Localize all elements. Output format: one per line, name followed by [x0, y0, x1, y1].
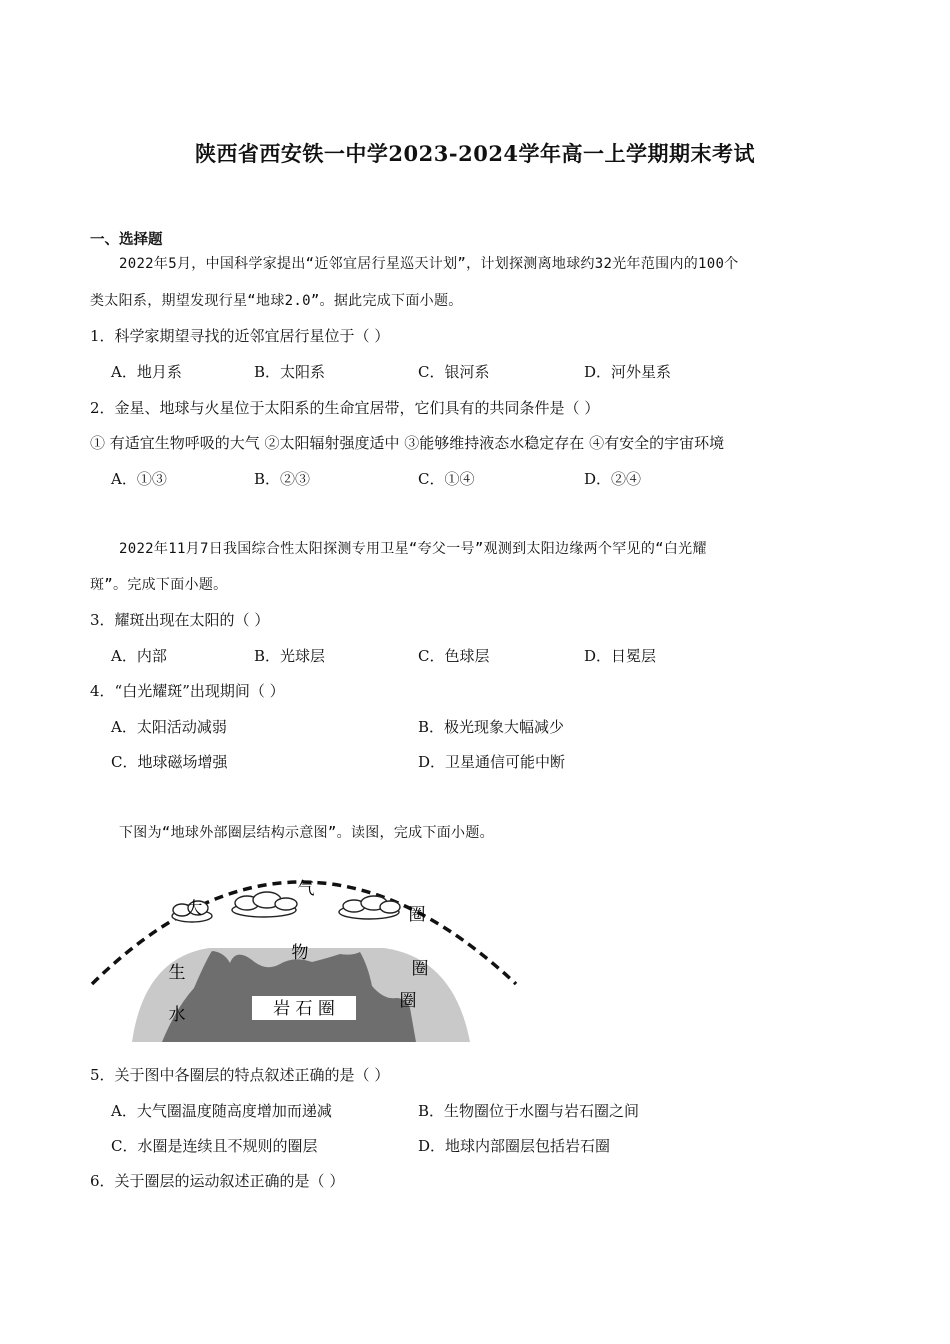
question-5-option-a[interactable]: A．大气圈温度随高度增加而递减 [111, 1102, 332, 1120]
question-1-option-d[interactable]: D．河外星系 [584, 363, 672, 381]
intro-1-line-2: 类太阳系，期望发现行星“地球2.0”。据此完成下面小题。 [90, 293, 463, 309]
question-3-option-d[interactable]: D．日冕层 [584, 647, 657, 665]
question-5-option-d[interactable]: D．地球内部圈层包括岩石圈 [418, 1137, 611, 1155]
page-title: 陕西省西安铁一中学2023-2024学年高一上学期期末考试 [194, 141, 756, 166]
question-3-option-c[interactable]: C．色球层 [418, 647, 490, 665]
question-5-stem: 5．关于图中各圈层的特点叙述正确的是（ ） [90, 1066, 390, 1084]
cloud-2 [232, 892, 297, 917]
question-2-conditions: ① 有适宜生物呼吸的大气 ②太阳辐射强度适中 ③能够维持液态水稳定存在 ④有安全的宇宙环境 [90, 434, 725, 452]
label-quan-atmosphere: 圈 [408, 905, 426, 925]
intro-1-line-1: 2022年5月，中国科学家提出“近邻宜居行星巡天计划”，计划探测离地球约32光年范围内的100个 [119, 256, 739, 272]
question-4-option-d[interactable]: D．卫星通信可能中断 [418, 753, 566, 771]
section-heading: 一、选择题 [90, 232, 163, 248]
intro-2-line-1: 2022年11月7日我国综合性太阳探测专用卫星“夸父一号”观测到太阳边缘两个罕见的“白光耀 [119, 541, 707, 557]
question-1-stem: 1．科学家期望寻找的近邻宜居行星位于（ ） [90, 327, 390, 345]
question-5-option-b[interactable]: B．生物圈位于水圈与岩石圈之间 [418, 1102, 640, 1120]
question-5-option-c[interactable]: C．水圈是连续且不规则的圈层 [111, 1137, 318, 1155]
question-3-option-b[interactable]: B．光球层 [254, 647, 326, 665]
question-2-stem: 2．金星、地球与火星位于太阳系的生命宜居带，它们具有的共同条件是（ ） [90, 399, 600, 417]
question-4-option-c[interactable]: C．地球磁场增强 [111, 753, 228, 771]
question-4-option-b[interactable]: B．极光现象大幅减少 [418, 718, 565, 736]
question-2-option-d[interactable]: D．②④ [584, 470, 642, 488]
question-1-option-c[interactable]: C．银河系 [418, 363, 490, 381]
label-rock: 岩 石 圈 [273, 999, 335, 1019]
question-1-option-b[interactable]: B．太阳系 [254, 363, 326, 381]
label-qi: 气 [297, 879, 315, 899]
intro-2-line-2: 斑”。完成下面小题。 [90, 577, 228, 593]
question-1-option-a[interactable]: A．地月系 [111, 363, 182, 381]
label-quan-biosphere: 圈 [411, 959, 429, 979]
question-2-option-c[interactable]: C．①④ [418, 470, 475, 488]
question-4-option-a[interactable]: A．太阳活动减弱 [111, 718, 227, 736]
question-4-stem: 4．“白光耀斑”出现期间（ ） [90, 682, 285, 700]
question-2-option-a[interactable]: A．①③ [111, 470, 167, 488]
question-3-stem: 3．耀斑出现在太阳的（ ） [90, 611, 270, 629]
label-shui: 水 [168, 1005, 186, 1025]
label-wu: 物 [291, 943, 309, 963]
earth-spheres-diagram [84, 848, 524, 1048]
intro-3: 下图为“地球外部圈层结构示意图”。读图，完成下面小题。 [119, 825, 494, 841]
question-3-option-a[interactable]: A．内部 [111, 647, 167, 665]
question-2-option-b[interactable]: B．②③ [254, 470, 311, 488]
label-da: 大 [185, 899, 203, 919]
label-sheng: 生 [168, 963, 186, 983]
question-6-stem: 6．关于圈层的运动叙述正确的是（ ） [90, 1172, 345, 1190]
label-quan-hydrosphere: 圈 [399, 991, 417, 1011]
